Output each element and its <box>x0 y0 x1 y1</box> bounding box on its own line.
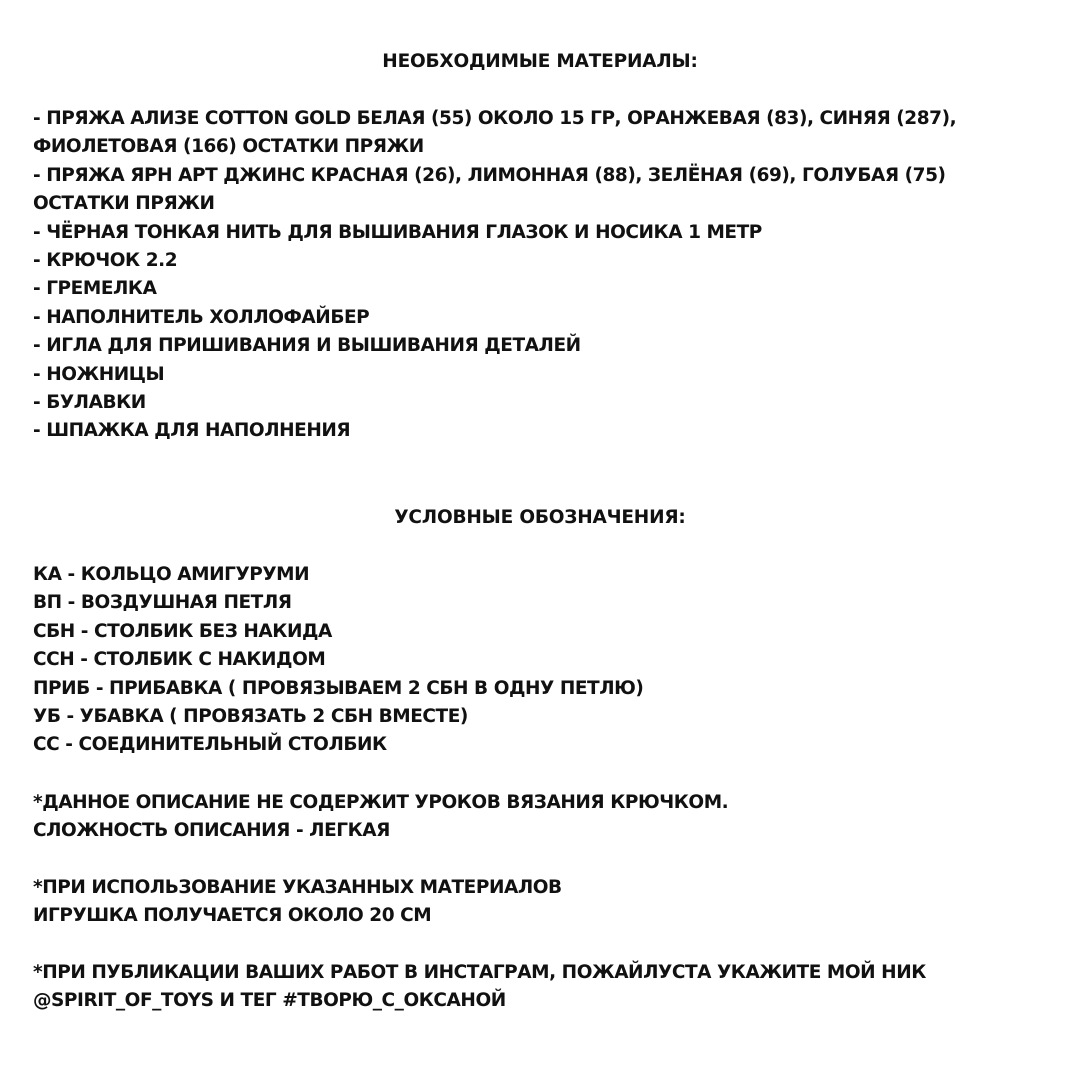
note-difficulty <box>33 789 1043 846</box>
note-size-line-1: *ПРИ ИСПОЛЬЗОВАНИЕ УКАЗАННЫХ МАТЕРИАЛОВ <box>33 877 562 898</box>
legend-item-prib: ПРИБ - ПРИБАВКА ( ПРОВЯЗЫВАЕМ 2 СБН В ОДНУ ПЕТЛЮ) <box>33 677 644 699</box>
materials-item-pins: - БУЛАВКИ <box>33 392 146 414</box>
materials-heading: НЕОБХОДИМЫЕ МАТЕРИАЛЫ: <box>382 51 698 72</box>
materials-item-rattle: - ГРЕМЕЛКА <box>33 278 157 300</box>
legend-item-ub: УБ - УБАВКА ( ПРОВЯЗАТЬ 2 СБН ВМЕСТЕ) <box>33 706 468 728</box>
note-instagram-line-2: @SPIRIT_OF_TOYS И ТЕГ #ТВОРЮ_С_ОКСАНОЙ <box>33 990 506 1012</box>
legend-item-ss: СС - СОЕДИНИТЕЛЬНЫЙ СТОЛБИК <box>33 734 387 756</box>
legend-heading: УСЛОВНЫЕ ОБОЗНАЧЕНИЯ: <box>394 507 686 528</box>
materials-item-scissors: - НОЖНИЦЫ <box>33 363 165 385</box>
note-difficulty-line-1: *ДАННОЕ ОПИСАНИЕ НЕ СОДЕРЖИТ УРОКОВ ВЯЗАНИЯ КРЮЧКОМ. <box>33 792 729 813</box>
note-instagram <box>33 959 1043 1016</box>
materials-item-yarn-alize: - ПРЯЖА АЛИЗЕ COTTON GOLD БЕЛАЯ (55) ОКОЛО 15 ГР, ОРАНЖЕВАЯ (83), СИНЯЯ (287), ФИОЛЕТОВАЯ (166) ОСТАТКИ ПРЯЖИ <box>33 108 957 158</box>
materials-item-black-thread: - ЧЁРНАЯ ТОНКАЯ НИТЬ ДЛЯ ВЫШИВАНИЯ ГЛАЗОК И НОСИКА 1 МЕТР <box>33 221 762 243</box>
legend-item-sbn: СБН - СТОЛБИК БЕЗ НАКИДА <box>33 620 332 642</box>
note-size <box>33 874 1043 931</box>
legend-item-vp: ВП - ВОЗДУШНАЯ ПЕТЛЯ <box>33 592 292 614</box>
materials-list <box>33 105 1043 446</box>
legend-item-ka: КА - КОЛЬЦО АМИГУРУМИ <box>33 564 310 585</box>
legend-list <box>33 561 1043 760</box>
materials-item-needle: - ИГЛА ДЛЯ ПРИШИВАНИЯ И ВЫШИВАНИЯ ДЕТАЛЕЙ <box>33 335 581 357</box>
note-difficulty-line-2: СЛОЖНОСТЬ ОПИСАНИЯ - ЛЕГКАЯ <box>33 820 390 842</box>
materials-item-hook: - КРЮЧОК 2.2 <box>33 250 178 272</box>
materials-item-filler: - НАПОЛНИТЕЛЬ ХОЛЛОФАЙБЕР <box>33 306 370 328</box>
note-instagram-line-1: *ПРИ ПУБЛИКАЦИИ ВАШИХ РАБОТ В ИНСТАГРАМ, ПОЖАЙЛУСТА УКАЖИТЕ МОЙ НИК <box>33 962 926 983</box>
legend-item-ssn: ССН - СТОЛБИК С НАКИДОМ <box>33 649 326 671</box>
materials-item-skewer: - ШПАЖКА ДЛЯ НАПОЛНЕНИЯ <box>33 420 351 442</box>
materials-item-yarn-yarnart: - ПРЯЖА ЯРН АРТ ДЖИНС КРАСНАЯ (26), ЛИМОННАЯ (88), ЗЕЛЁНАЯ (69), ГОЛУБАЯ (75) ОСТАТКИ ПРЯЖИ <box>33 164 946 215</box>
note-size-line-2: ИГРУШКА ПОЛУЧАЕТСЯ ОКОЛО 20 СМ <box>33 905 432 927</box>
